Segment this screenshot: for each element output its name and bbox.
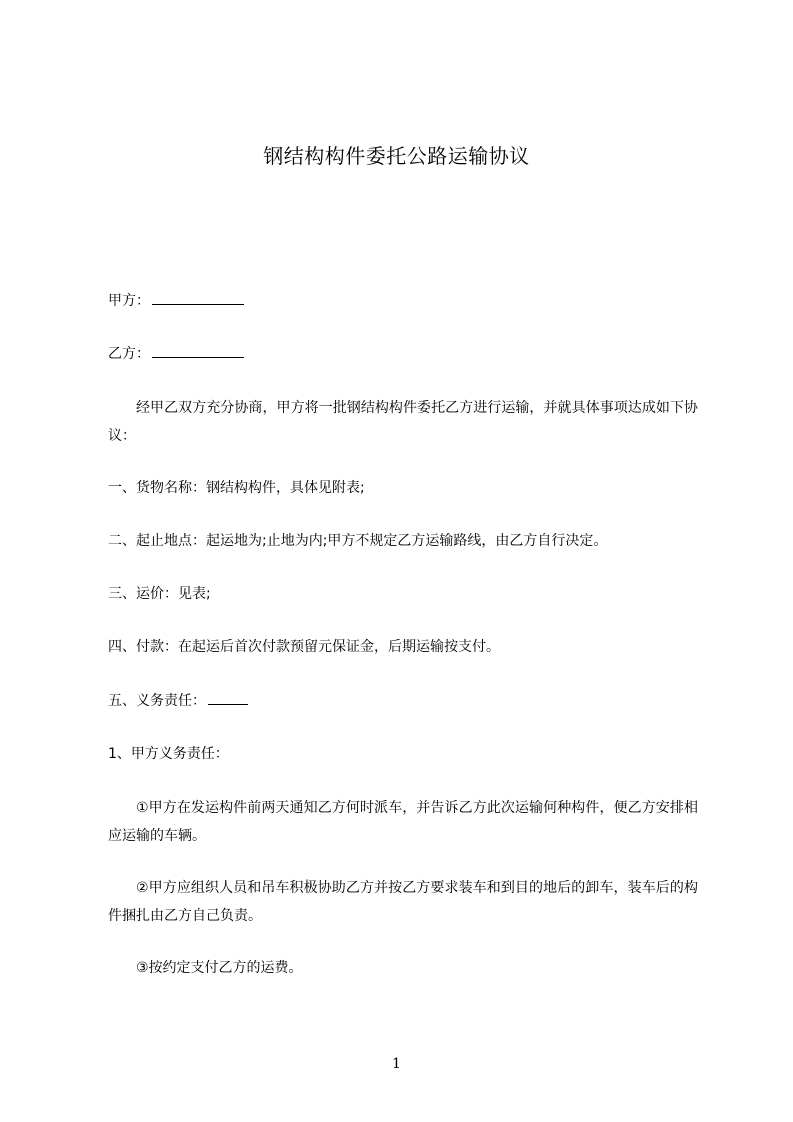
party-b-line <box>108 340 698 368</box>
clause-five-label: 五、义务责任： <box>108 693 206 709</box>
sub-item-two: ②甲方应组织人员和吊车积极协助乙方并按乙方要求装车和到目的地后的卸车，装车后的构件捆扎由乙方自己负责。 <box>108 880 698 924</box>
clause-five-blank <box>208 690 248 705</box>
party-b-blank <box>152 343 244 358</box>
page-number: 1 <box>392 1056 401 1072</box>
intro-paragraph: 经甲乙双方充分协商，甲方将一批钢结构构件委托乙方进行运输，并就具体事项达成如下协议： <box>108 400 698 444</box>
party-a-label: 甲方： <box>108 293 150 309</box>
document-title: 钢结构构件委托公路运输协议 <box>263 144 530 168</box>
clause-five-line <box>108 687 698 715</box>
clause-one: 一、货物名称：钢结构构件，具体见附表; <box>108 480 365 496</box>
clause-four: 四、付款：在起运后首次付款预留元保证金，后期运输按支付。 <box>108 639 500 655</box>
party-a-blank <box>152 290 244 305</box>
sub-item-one: ①甲方在发运构件前两天通知乙方何时派车，并告诉乙方此次运输何种构件，便乙方安排相应运输的车辆。 <box>108 800 698 844</box>
sub-item-three: ③按约定支付乙方的运费。 <box>136 960 303 976</box>
party-a-line <box>108 287 698 315</box>
sub-heading: 1、甲方义务责任： <box>108 746 229 762</box>
clause-two: 二、起止地点：起运地为;止地为内;甲方不规定乙方运输路线，由乙方自行决定。 <box>108 533 608 549</box>
clause-three: 三、运价：见表; <box>108 586 211 602</box>
party-b-label: 乙方： <box>108 346 150 362</box>
